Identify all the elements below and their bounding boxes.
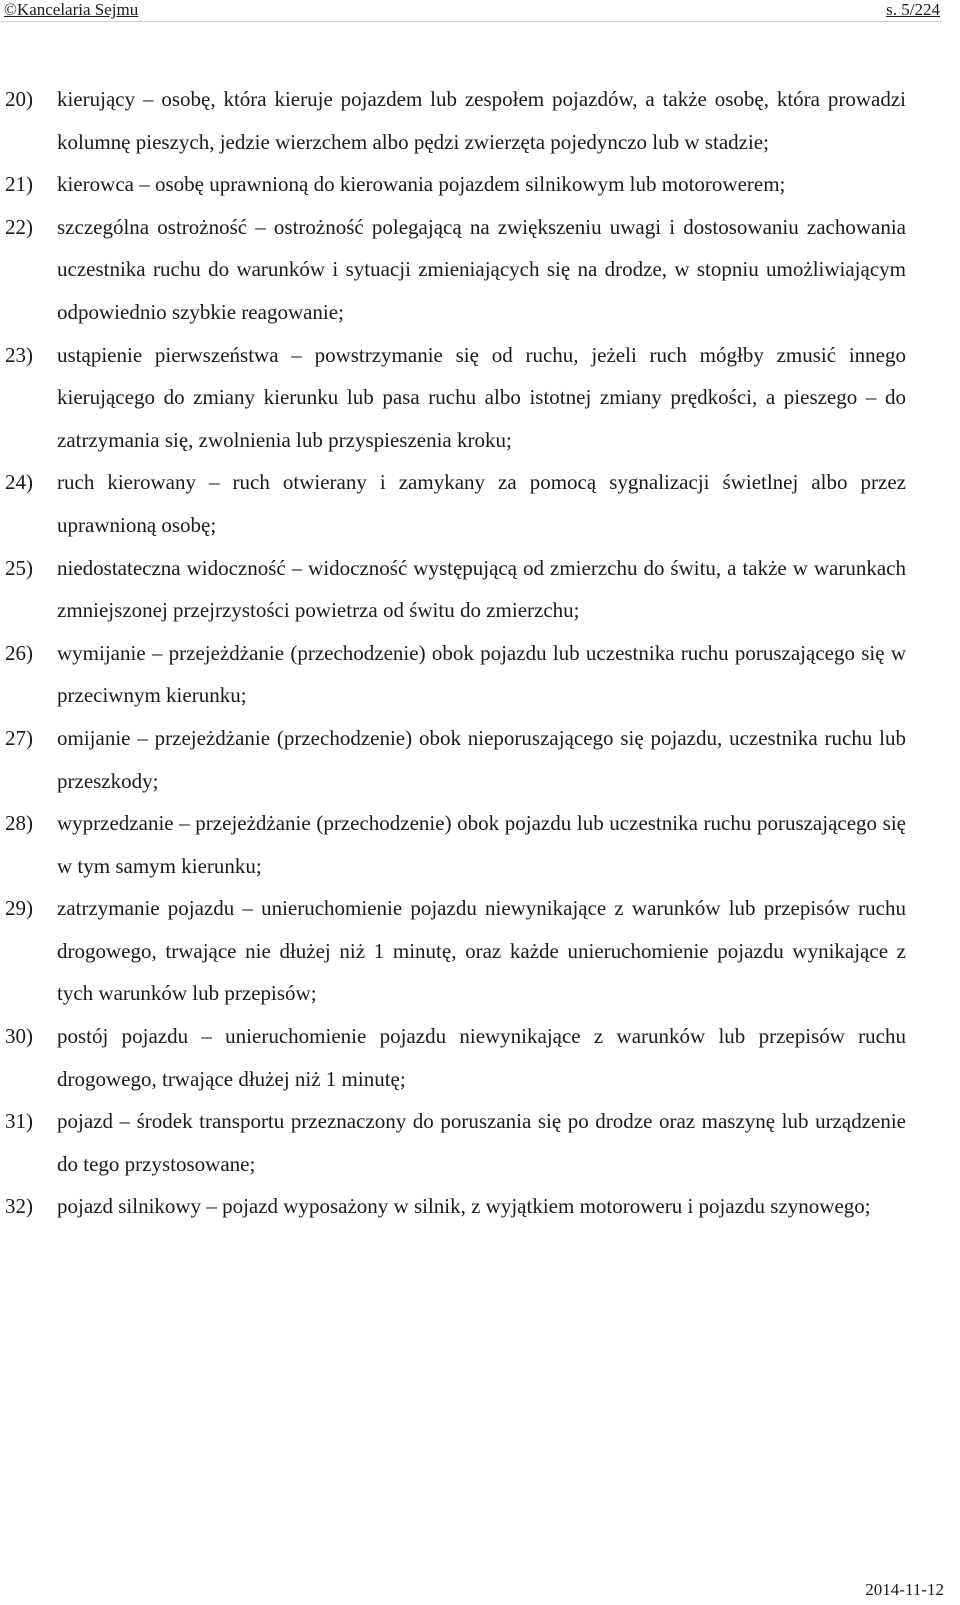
item-number: 32) (5, 1194, 33, 1219)
item-text: niedostateczna widoczność – widoczność występującą od zmierzchu do świtu, a także w warunkach zmniejszonej przejrzystości powietrza od świtu do zmierzchu; (57, 555, 906, 623)
list-item (0, 1015, 906, 1100)
list-item (0, 78, 906, 163)
item-text: kierujący – osobę, która kieruje pojazdem lub zespołem pojazdów, a także osobę, która prowadzi kolumnę pieszych, jedzie wierzchem albo pędzi zwierzęta pojedynczo lub w stadzie; (57, 87, 906, 154)
item-number: 27) (5, 725, 33, 750)
item-text: szczególna ostrożność – ostrożność polegającą na zwiększeniu uwagi i dostosowaniu zachowania uczestnika ruchu do warunków i sytuacji zmieniających się na drodze, w stopniu umożliwiającym odpowiednio szybkie reagowanie; (57, 214, 906, 324)
list-item (0, 461, 906, 546)
item-number: 29) (5, 896, 33, 921)
list-item (0, 717, 906, 802)
item-number: 28) (5, 811, 33, 836)
item-text: ustąpienie pierwszeństwa – powstrzymanie się od ruchu, jeżeli ruch mógłby zmusić innego kierującego do zmiany kierunku lub pasa ruchu albo istotnej zmiany prędkości, a pieszego – do zatrzymania się, zwolnienia lub przyspieszenia kroku; (57, 342, 906, 452)
item-number: 22) (5, 214, 33, 239)
item-text: pojazd silnikowy – pojazd wyposażony w silnik, z wyjątkiem motoroweru i pojazdu szynowego; (57, 1194, 871, 1219)
item-text: pojazd – środek transportu przeznaczony do poruszania się po drodze oraz maszynę lub urządzenie do tego przystosowane; (57, 1109, 906, 1176)
item-number: 25) (5, 555, 33, 580)
item-number: 30) (5, 1024, 33, 1049)
definitions-list (0, 78, 906, 1228)
item-text: kierowca – osobę uprawnioną do kierowania pojazdem silnikowym lub motorowerem; (57, 172, 786, 197)
footer-date: 2014-11-12 (865, 1580, 944, 1599)
item-number: 31) (5, 1109, 33, 1134)
item-text: zatrzymanie pojazdu – unieruchomienie pojazdu niewynikające z warunków lub przepisów ruchu drogowego, trwające nie dłużej niż 1 minutę, oraz każde unieruchomienie pojazdu wynikające z tych warunków lub przepisów; (57, 896, 906, 1006)
item-text: wymijanie – przejeżdżanie (przechodzenie) obok pojazdu lub uczestnika ruchu poruszającego się w przeciwnym kierunku; (57, 640, 906, 708)
item-number: 24) (5, 470, 33, 495)
list-item (0, 1185, 906, 1228)
list-item (0, 887, 906, 1015)
item-text: wyprzedzanie – przejeżdżanie (przechodzenie) obok pojazdu lub uczestnika ruchu poruszającego się w tym samym kierunku; (57, 811, 906, 878)
item-number: 23) (5, 342, 33, 367)
list-item (0, 1100, 906, 1185)
list-item (0, 802, 906, 887)
list-item (0, 547, 906, 632)
item-text: ruch kierowany – ruch otwierany i zamykany za pomocą sygnalizacji świetlnej albo przez uprawnioną osobę; (57, 470, 906, 537)
page-header (0, 0, 941, 22)
item-number: 20) (5, 87, 33, 111)
source-label: ©Kancelaria Sejmu (4, 0, 139, 19)
list-item (0, 632, 906, 717)
item-number: 26) (5, 640, 33, 665)
list-item (0, 334, 906, 462)
item-number: 21) (5, 172, 33, 197)
page-number: s. 5/224 (886, 0, 940, 19)
item-text: omijanie – przejeżdżanie (przechodzenie) obok nieporuszającego się pojazdu, uczestnika ruchu lub przeszkody; (57, 725, 906, 793)
list-item (0, 163, 906, 206)
item-text: postój pojazdu – unieruchomienie pojazdu niewynikające z warunków lub przepisów ruchu drogowego, trwające dłużej niż 1 minutę; (57, 1024, 906, 1091)
list-item (0, 206, 906, 334)
